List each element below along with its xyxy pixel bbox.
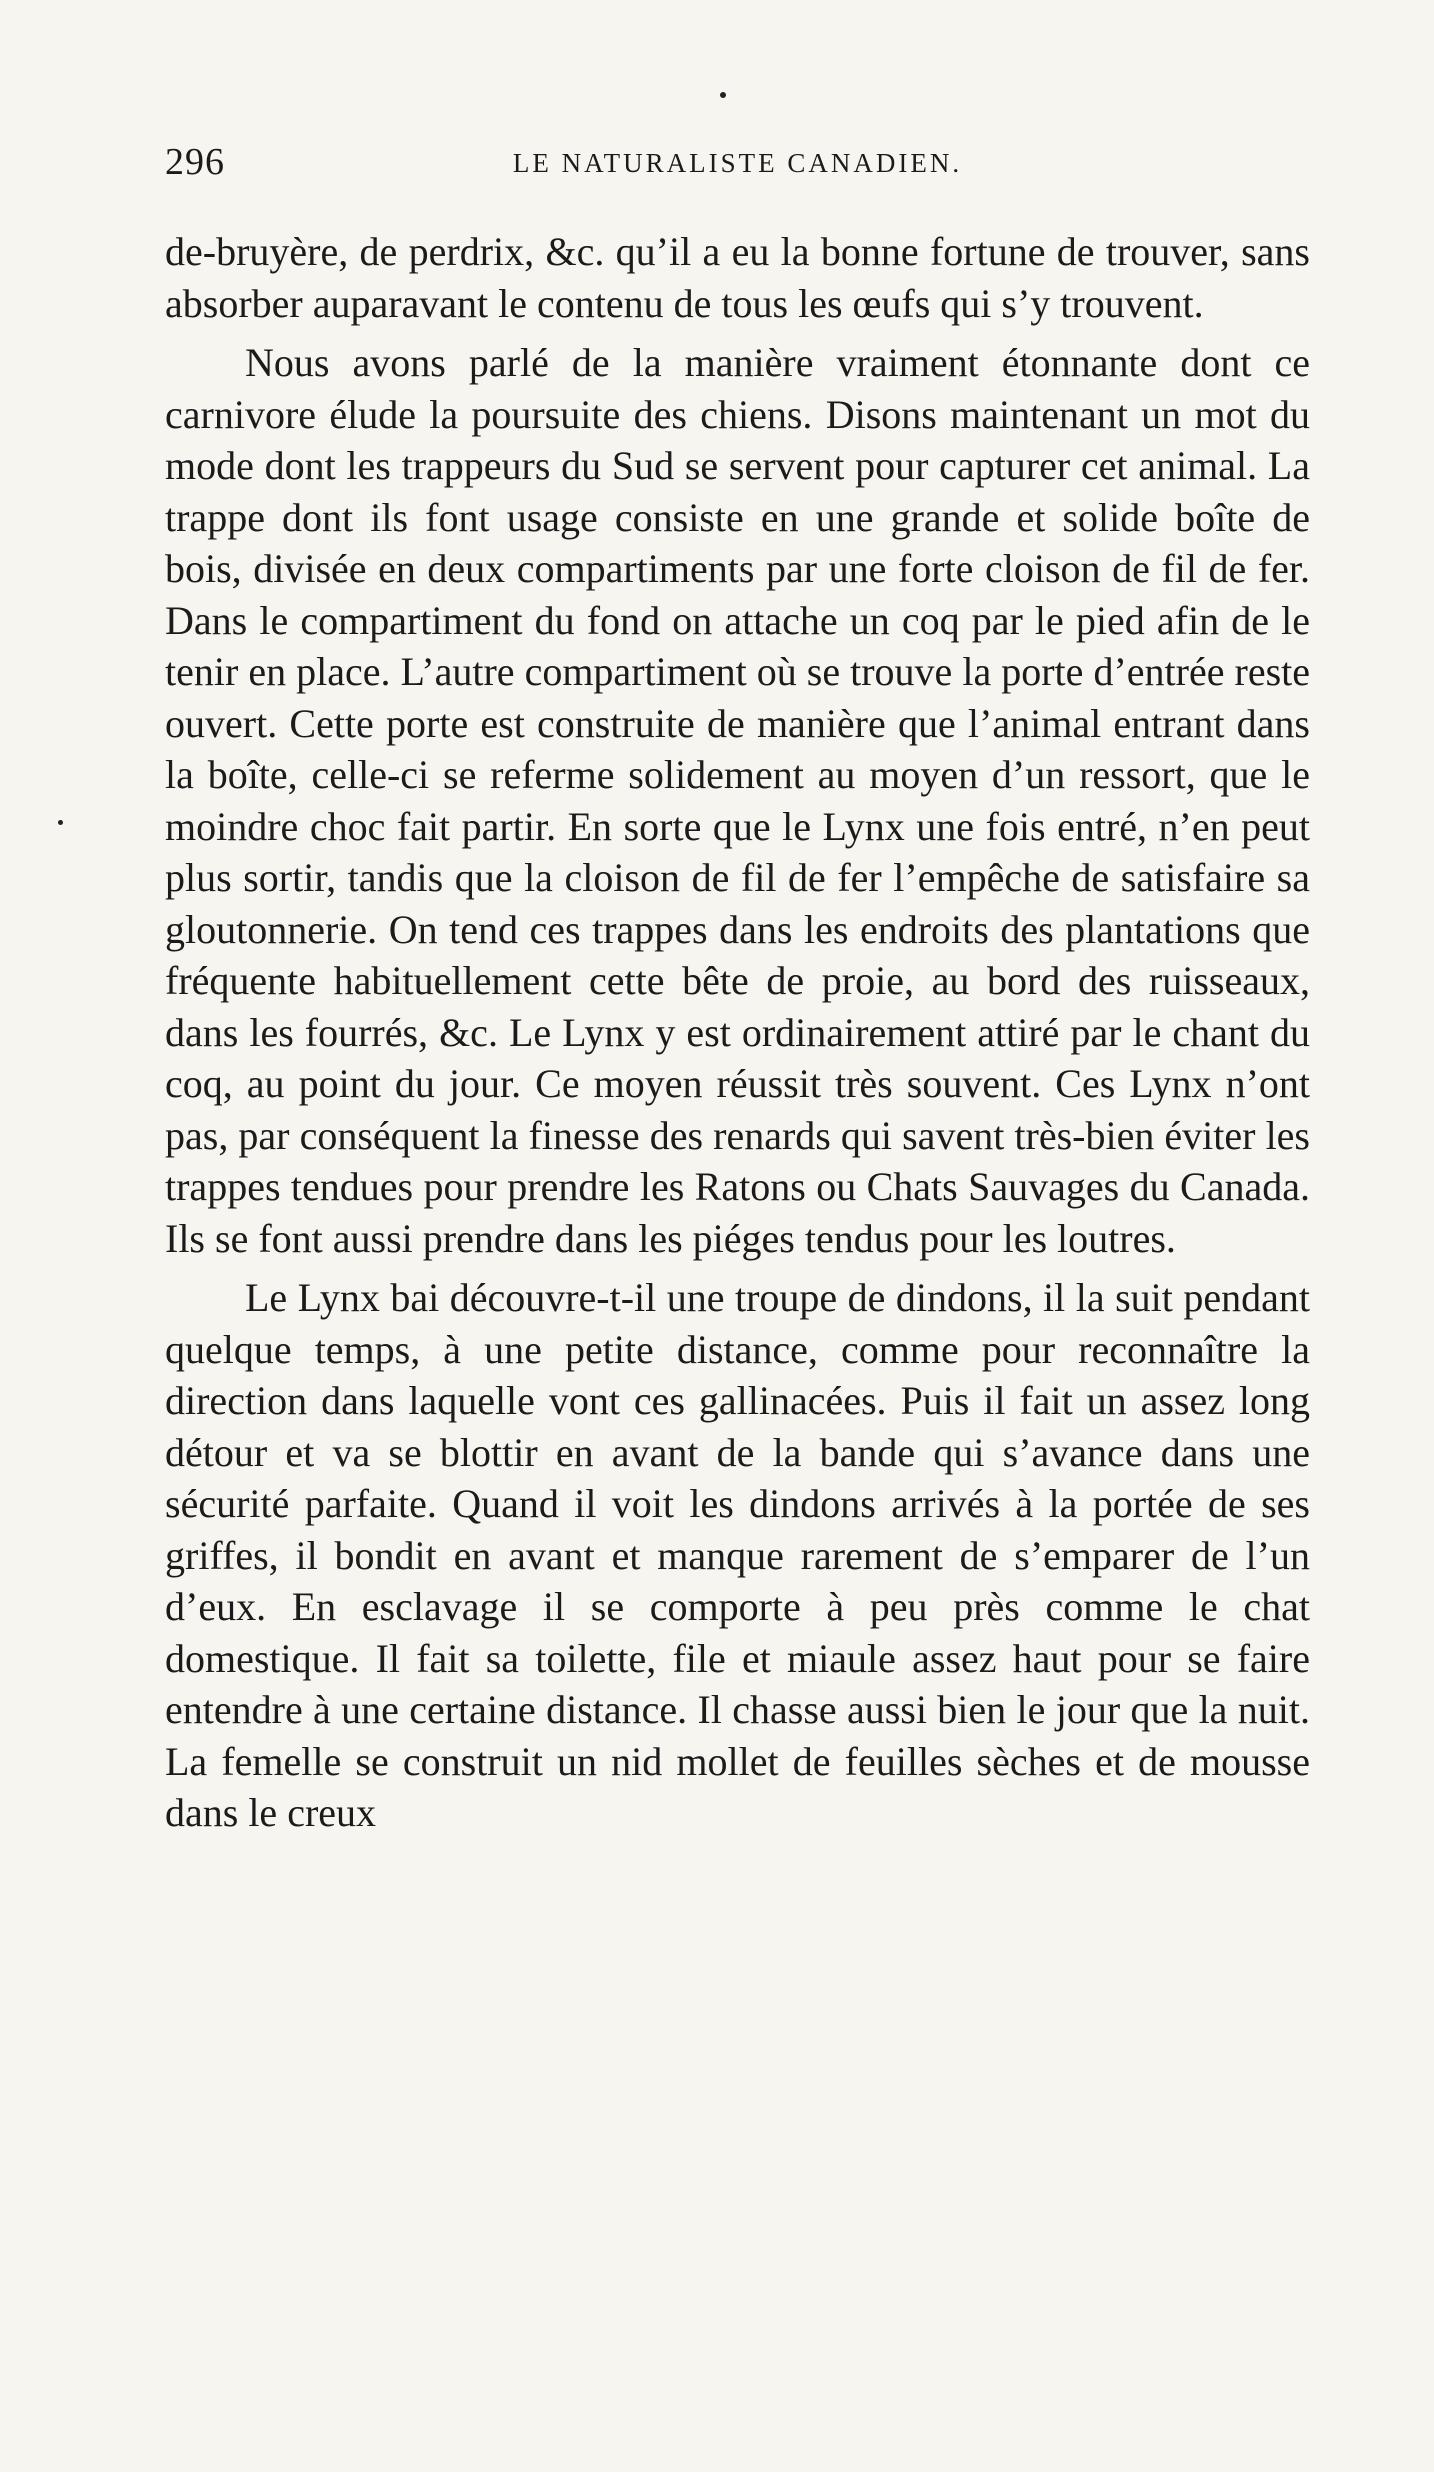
paragraph-3: Le Lynx bai découvre-t-il une troupe de dindons, il la suit pendant quelque temps, à une petite distance, comme pour reconnaître la direction dans laquelle vont ces gallinacées. Puis il fait un assez long détour et va se blottir en avant de la bande qui s’avance dans une sécurité parfaite. Quand il voit les dindons arrivés à la portée de ses griffes, il bondit en avant et manque rarement de s’emparer de l’un d’eux. En esclavage il se comporte à peu près comme le chat domestique. Il fait sa toilette, file et miaule assez haut pour se faire entendre à une certaine distance. Il chasse aussi bien le jour que la nuit. La femelle se construit un nid mollet de feuilles sèches et de mousse dans le creux (165, 1275, 1310, 1835)
running-head: LE NATURALISTE CANADIEN. (512, 148, 963, 178)
page-number: 296 (165, 141, 225, 183)
paragraph-1: de-bruyère, de perdrix, &c. qu’il a eu la bonne fortune de trouver, sans absorber auparavant le contenu de tous les œufs qui s’y trouvent. (165, 229, 1310, 326)
body-text (165, 226, 1310, 1839)
page-header (165, 140, 1310, 204)
book-page (165, 140, 1310, 2440)
ink-speck-top (720, 92, 726, 98)
paragraph-2: Nous avons parlé de la manière vraiment étonnante dont ce carnivore élude la poursuite des chiens. Disons maintenant un mot du mode dont les trappeurs du Sud se servent pour capturer cet animal. La trappe dont ils font usage consiste en une grande et solide boîte de bois, divisée en deux compartiments par une forte cloison de fil de fer. Dans le compartiment du fond on attache un coq par le pied afin de le tenir en place. L’autre compartiment où se trouve la porte d’entrée reste ouvert. Cette porte est construite de manière que l’animal entrant dans la boîte, celle-ci se referme solidement au moyen d’un ressort, que le moindre choc fait partir. En sorte que le Lynx une fois entré, n’en peut plus sortir, tandis que la cloison de fil de fer l’empêche de satisfaire sa gloutonnerie. On tend ces trappes dans les endroits des plantations que fréquente habituellement cette bête de proie, au bord des ruisseaux, dans les fourrés, &c. Le Lynx y est ordinairement attiré par le chant du coq, au point du jour. Ce moyen réussit très souvent. Ces Lynx n’ont pas, par conséquent la finesse des renards qui savent très-bien éviter les trappes tendues pour prendre les Ratons ou Chats Sauvages du Canada. Ils se font aussi prendre dans les piéges tendus pour les loutres. (165, 340, 1310, 1261)
ink-speck-left (58, 820, 63, 825)
